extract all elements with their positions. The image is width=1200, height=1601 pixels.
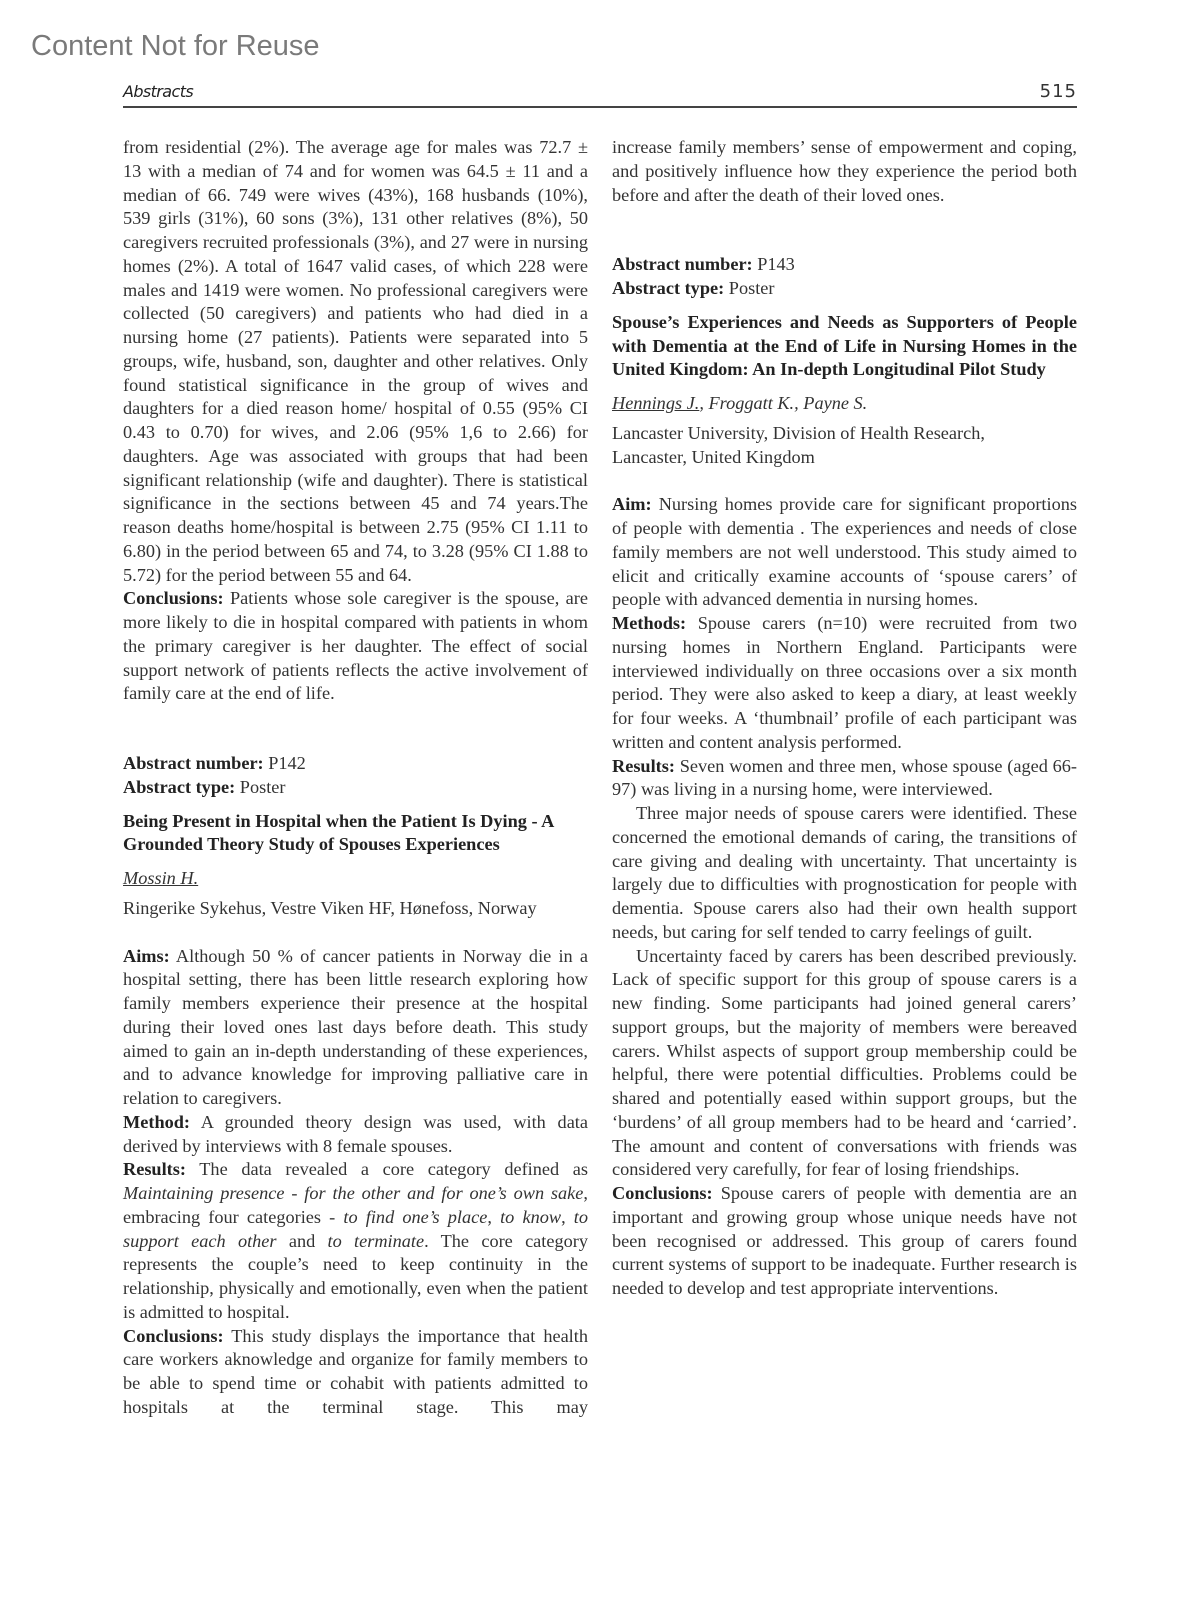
results-text: . The core category represents the couple’s need to keep continuity in the relationship, physically and emotionally, even when the patient is admitted to hospital.	[123, 1230, 588, 1322]
conclusions-label: Conclusions:	[612, 1183, 713, 1203]
abstract-number	[123, 752, 588, 776]
abstract-number-label: Abstract number:	[612, 254, 753, 275]
abstract-type-value: Poster	[235, 776, 286, 797]
abstract-title: Spouse’s Experiences and Needs as Supporters of People with Dementia at the End of Life in Nursing Homes in the United Kingdom: An In-depth Longitudinal Pilot Study	[612, 311, 1077, 380]
continuation-conclusions	[123, 587, 588, 706]
author-name: Froggatt K.	[708, 393, 795, 413]
results-text: , embracing four categories -	[123, 1183, 588, 1227]
abstract-number-label: Abstract number:	[123, 753, 264, 773]
results-label: Results:	[612, 755, 675, 776]
conclusions-label: Conclusions:	[123, 588, 224, 609]
abstract-p143	[612, 253, 1077, 1301]
abstract-type-label: Abstract type:	[612, 278, 725, 298]
affiliation-line-2: Lancaster, United Kingdom	[612, 446, 815, 467]
abstract-type-label: Abstract type:	[123, 776, 236, 797]
method-text: A grounded theory design was used, with data derived by interviews with 8 female spouses.	[123, 1111, 588, 1156]
abstract-title: Being Present in Hospital when the Patient Is Dying - A Grounded Theory Study of Spouses Experiences	[123, 810, 554, 855]
aims-section	[123, 945, 588, 1111]
abstract-type	[612, 277, 1077, 301]
authors	[123, 867, 588, 891]
section-title: Abstracts	[123, 82, 194, 101]
results-text: Seven women and three men, whose spouse (aged 66-97) was living in a nursing home, were interviewed.	[612, 755, 1077, 800]
aim-label: Aim:	[612, 494, 652, 515]
page-number: 515	[1039, 81, 1077, 102]
left-column	[123, 136, 588, 1420]
results-emphasis: Maintaining presence - for the other and for one’s own sake	[123, 1183, 584, 1203]
results-emphasis: to find one’s place	[343, 1206, 488, 1227]
aim-text: Nursing homes provide care for significant proportions of people with dementia . The experiences and needs of close family members are not well understood. This study aimed to elicit and critically examine accounts of ‘spouse carers’ of people with advanced dementia in nursing homes.	[612, 494, 1077, 610]
results-text: and	[276, 1230, 328, 1251]
author-name: Payne S.	[803, 393, 868, 413]
author-link[interactable]: Hennings J.	[612, 393, 700, 413]
watermark: Content Not for Reuse	[31, 30, 320, 62]
results-section	[123, 1158, 588, 1324]
results-text: ,	[487, 1206, 501, 1227]
right-column	[612, 136, 1077, 1301]
results-text: ,	[561, 1206, 574, 1227]
author-link[interactable]: Mossin H.	[123, 868, 199, 888]
method-section	[123, 1111, 588, 1159]
abstract-type	[123, 776, 588, 800]
conclusions-text: Patients whose sole caregiver is the spouse, are more likely to die in hospital compared with patients in whom the primary caregiver is her daughter. The effect of social support network of patients reflects the active involvement of family care at the end of life.	[123, 588, 588, 704]
results-emphasis: to know	[500, 1206, 562, 1227]
author-separator: ,	[699, 393, 709, 413]
methods-text: Spouse carers (n=10) were recruited from two nursing homes in Northern England. Participants were interviewed individually on three occasions over a six month period. They were also asked to keep a diary, at least weekly for four weeks. A ‘thumbnail’ profile of each participant was written and content analysis performed.	[612, 613, 1077, 752]
abstract-number-value: P143	[752, 254, 795, 275]
abstract-number-value: P142	[263, 753, 306, 773]
affiliation-line-1: Lancaster University, Division of Health Research,	[612, 422, 985, 443]
authors	[612, 392, 1077, 416]
results-paragraph-3: Uncertainty faced by carers has been described previously. Lack of specific support for this group of spouse carers is a new finding. Some participants had joined general carers’ support groups, but the majority of members were bereaved carers. Whilst aspects of support group membership could be helpful, there were potential difficulties. Problems could be shared and potentially eased within support groups, but the ‘burdens’ of all group members had to be heard and ‘carried’. The amount and content of conversations with friends was considered very carefully, for fear of losing friendships.	[612, 945, 1077, 1180]
results-text: The data revealed a core category defined as	[185, 1159, 588, 1180]
conclusions-section	[612, 1182, 1077, 1301]
results-emphasis: to support each other	[123, 1206, 589, 1251]
running-head	[123, 82, 1077, 108]
continuation-body: from residential (2%). The average age for males was 72.7 ± 13 with a median of 74 and for women was 64.5 ± 11 and a median of 66. 749 were wives (43%), 168 husbands (10%), 539 girls (31%), 60 sons (3%), 131 other relatives (8%), 50 caregivers recruited professionals (3%), and 27 were in nursing homes (2%). A total of 1647 valid cases, of which 228 were males and 1419 were women. No professional caregivers were collected (50 caregivers) and patients who had died in a nursing home (27 patients). Patients were separated into 5 groups, wife, husband, son, daughter and other relatives. Only found statistical significance in the group of wives and daughters for a died reason home/ hospital of 0.55 (95% CI 0.43 to 0.70) for wives, and 2.06 (95% 1,6 to 2.66) for daughters. Age was associated with groups that had been significant relationship (wife and daughter). There is statistical significance in the sections between 45 and 74 years.The reason deaths home/hospital is between 2.75 (95% CI 1.11 to 6.80) in the period between 65 and 74, to 3.28 (95% CI 1.88 to 5.72) for the period between 55 and 64.	[123, 137, 588, 585]
results-paragraph-2: Three major needs of spouse carers were identified. These concerned the emotional demands of caring, the transitions of care giving and dealing with uncertainty. That uncertainty is largely due to difficulties with prognostication for people with dementia. Spouse carers also had their own health support needs, but caring for self tended to carry feelings of guilt.	[612, 803, 1077, 942]
abstract-type-value: Poster	[724, 278, 775, 298]
abstract-number	[612, 253, 1077, 277]
aims-label: Aims:	[123, 945, 170, 966]
abstract-p142	[123, 752, 588, 1420]
author-separator: ,	[794, 393, 804, 413]
results-emphasis: to terminate	[327, 1230, 425, 1251]
conclusions-text: Spouse carers of people with dementia are an important and growing group whose unique needs have not been recognised or addressed. This group of carers found current systems of support to be inadequate. Further research is needed to develop and test appropriate interventions.	[612, 1183, 1077, 1298]
method-label: Method:	[123, 1111, 191, 1132]
aim-section	[612, 493, 1077, 612]
methods-section	[612, 612, 1077, 755]
results-label: Results:	[123, 1159, 186, 1180]
conclusions-text: This study displays the importance that health care workers aknowledge and organize for family members to be able to spend time or cohabit with patients admitted to hospitals at the terminal stage. This may	[123, 1325, 588, 1417]
aims-text: Although 50 % of cancer patients in Norway die in a hospital setting, there has been little research exploring how family members experience their presence at the hospital during their loved ones last days before death. This study aimed to gain an in-depth understanding of these experiences, and to advance knowledge for improving palliative care in relation to caregivers.	[123, 945, 588, 1108]
conclusions-section	[123, 1325, 588, 1420]
methods-label: Methods:	[612, 613, 687, 633]
results-section	[612, 755, 1077, 803]
affiliation: Ringerike Sykehus, Vestre Viken HF, Hønefoss, Norway	[123, 897, 537, 918]
conclusions-label: Conclusions:	[123, 1325, 224, 1346]
continuation-body: increase family members’ sense of empowerment and coping, and positively influence how they experience the period both before and after the death of their loved ones.	[612, 137, 1077, 205]
